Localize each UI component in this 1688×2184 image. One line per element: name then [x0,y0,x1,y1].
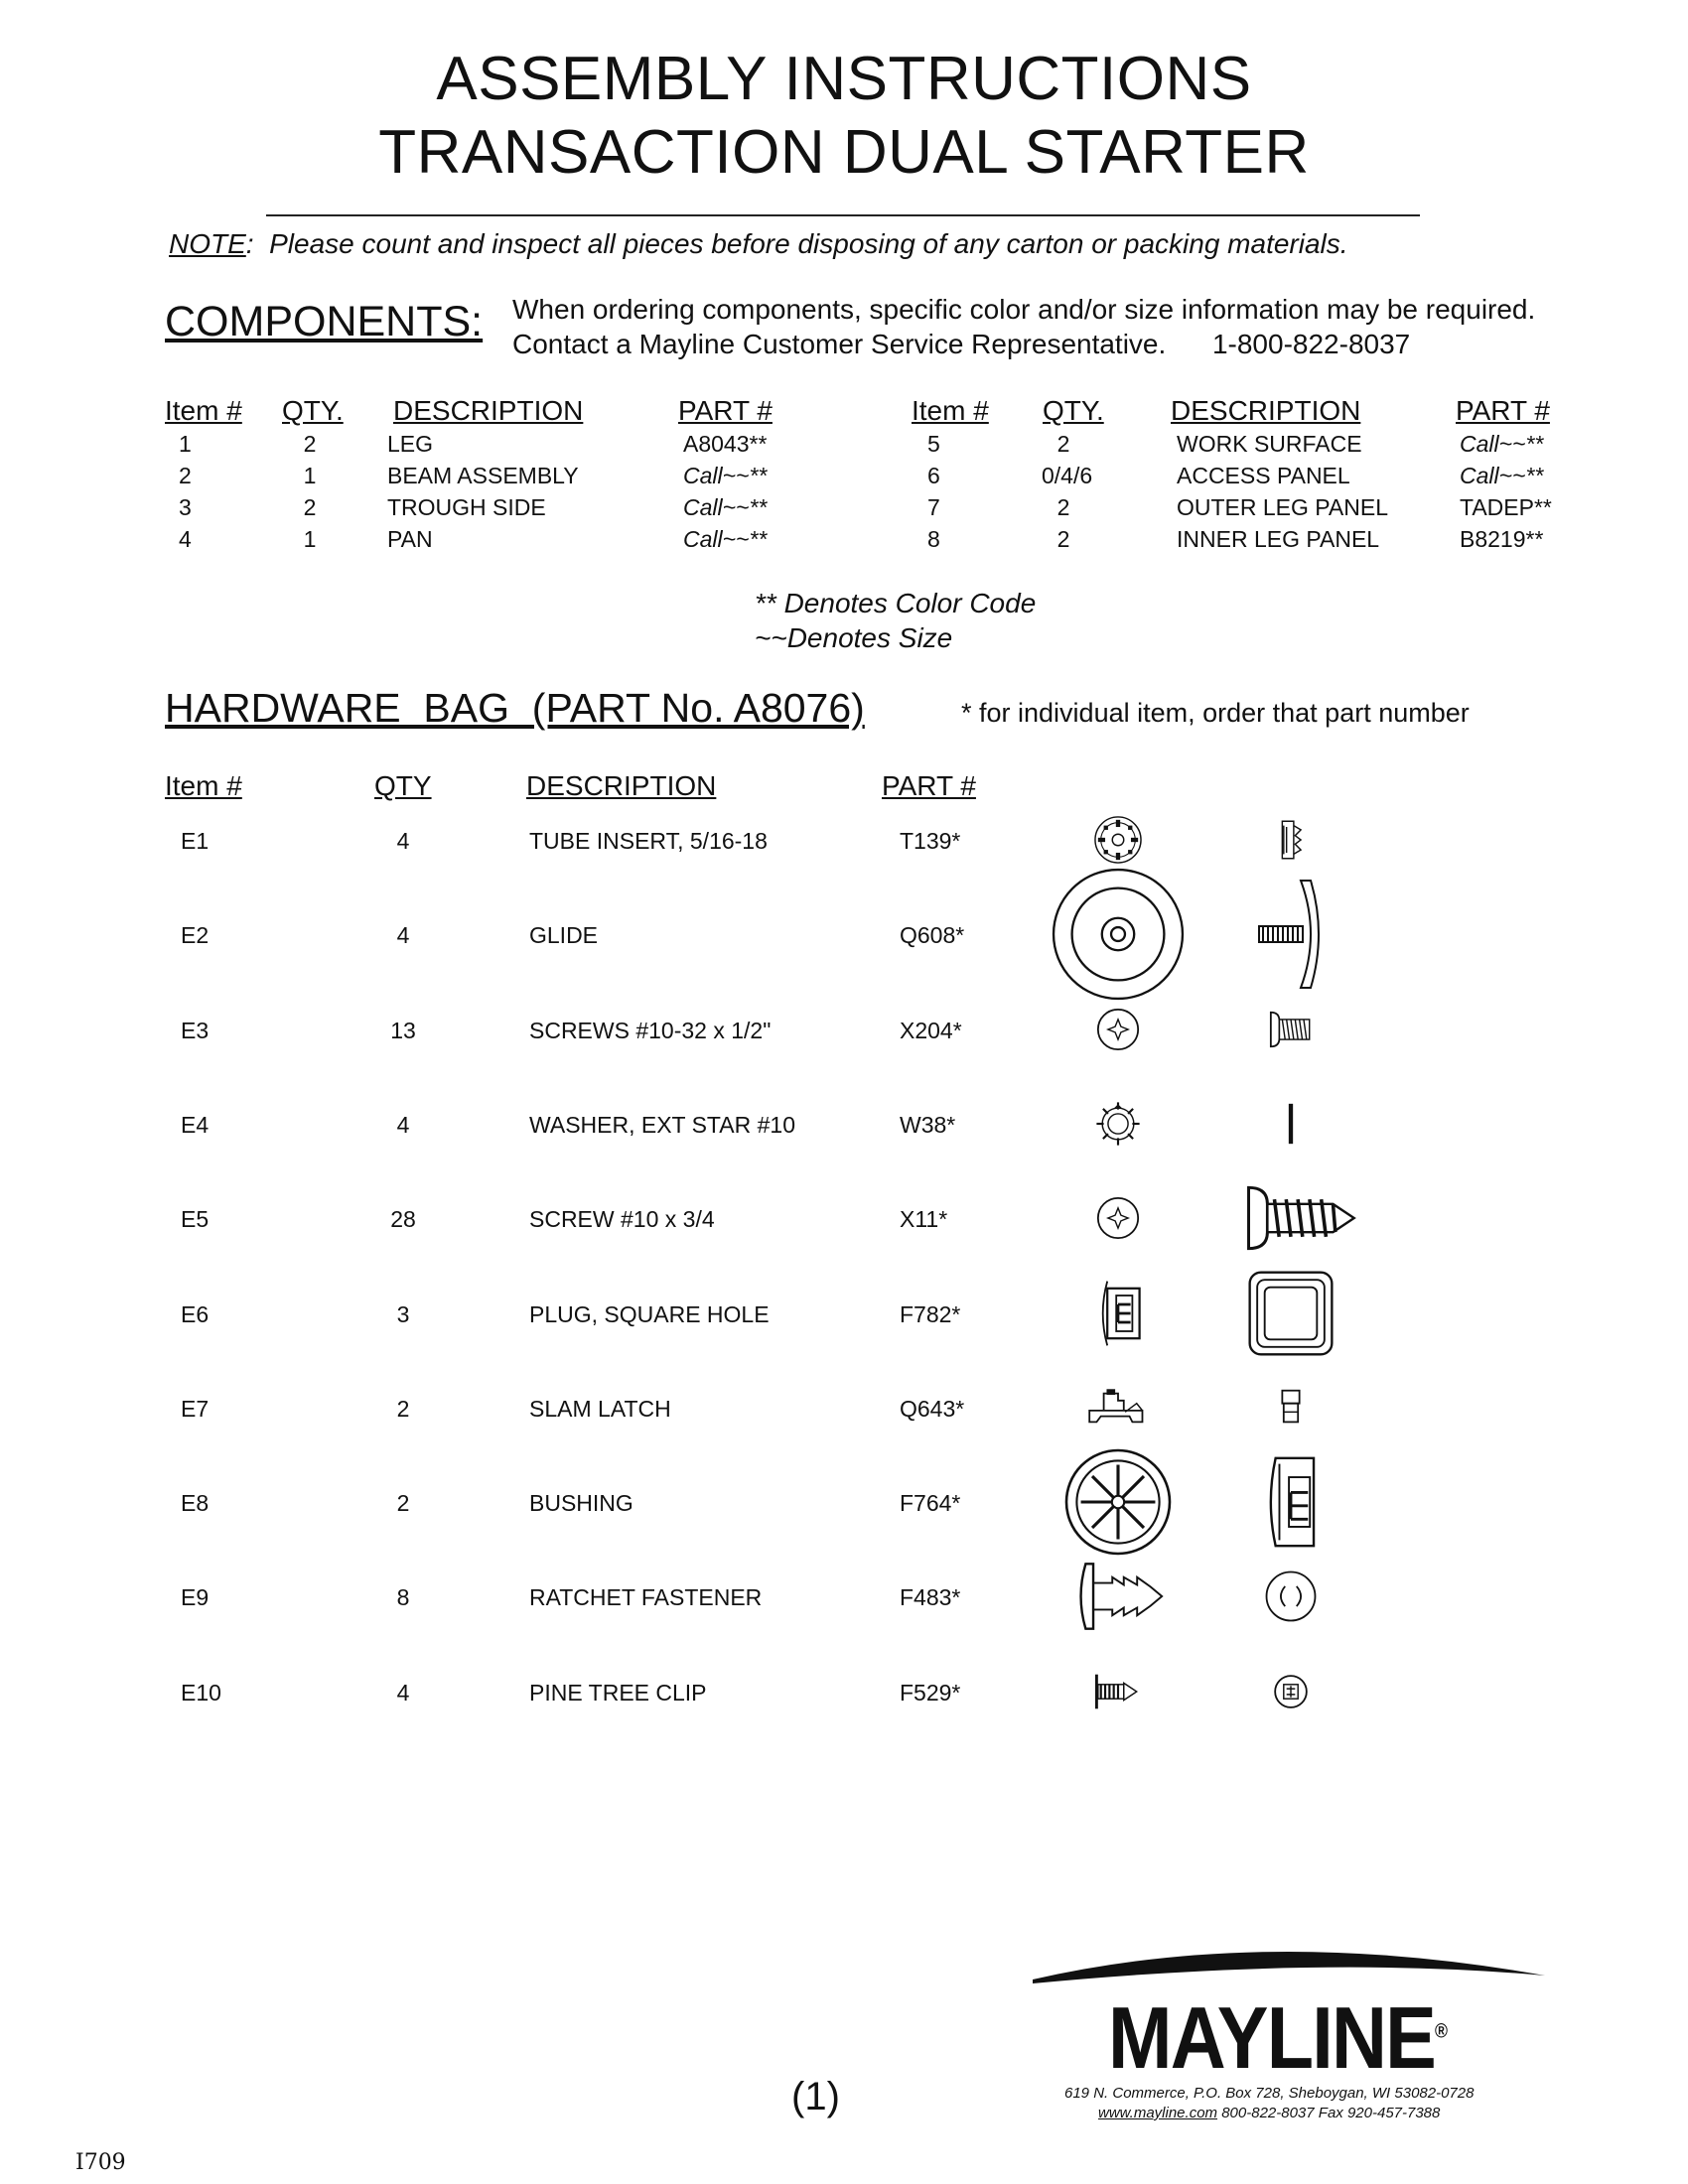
machine-screw-side-icon [1255,994,1327,1065]
component-part: Call~~** [683,494,768,520]
components-col-qty-right: QTY. [1043,395,1104,426]
components-col-description-right: DESCRIPTION [1171,395,1361,426]
mayline-logo [1108,1987,1446,2089]
hardware-col-description: DESCRIPTION [526,770,717,801]
component-part: A8043** [683,431,768,457]
component-part: B8219** [1460,526,1544,552]
component-qty: 2 [303,431,317,457]
hardware-part: F529* [900,1679,961,1706]
document-title-line2: TRANSACTION DUAL STARTER [378,118,1310,187]
component-description: TROUGH SIDE [387,494,546,520]
component-item: 5 [927,431,940,457]
hardware-qty: 4 [396,828,410,854]
component-item: 1 [179,431,192,457]
hardware-part: F782* [900,1300,961,1327]
component-qty: 2 [1056,494,1070,520]
hardware-description: PLUG, SQUARE HOLE [529,1300,770,1327]
component-description: OUTER LEG PANEL [1177,494,1389,520]
component-description: PAN [387,526,433,552]
hardware-bag-heading: HARDWARE BAG (PART No. A8076) [165,685,865,731]
components-col-part-left: PART # [678,395,773,426]
component-description: BEAM ASSEMBLY [387,463,579,488]
hardware-description: SCREWS #10-32 x 1/2" [529,1017,772,1043]
hardware-description: SCREW #10 x 3/4 [529,1206,715,1233]
square-plug-side-icon [1073,1269,1163,1358]
bushing-front-icon [1066,1450,1170,1554]
components-info-line1: When ordering components, specific color and/or size information may be required. [512,294,1536,325]
company-phones: 800-822-8037 Fax 920-457-7388 [1217,2105,1441,2121]
slam-latch-end-icon [1255,1372,1327,1443]
components-heading: COMPONENTS: [165,298,484,345]
star-washer-front-icon [1082,1088,1154,1160]
hardware-description: WASHER, EXT STAR #10 [529,1111,795,1138]
hardware-item: E1 [181,828,210,854]
hardware-part: W38* [900,1111,956,1138]
page-number: (1) [791,2075,840,2118]
pine-tree-clip-front-icon [1255,1656,1327,1727]
component-item: 3 [179,494,192,520]
ratchet-fastener-front-icon [1255,1561,1327,1632]
screw-head-icon [1082,1182,1154,1254]
hardware-bag-note: * for individual item, order that part number [961,698,1470,728]
component-qty: 2 [303,494,317,520]
hardware-col-item: Item # [165,770,242,801]
hardware-qty: 3 [396,1300,410,1327]
components-col-description-left: DESCRIPTION [393,395,584,426]
hardware-item: E8 [181,1490,210,1517]
hardware-qty: 28 [390,1206,416,1233]
hardware-item: E2 [181,922,210,949]
legend-color-code: ** Denotes Color Code [755,588,1037,618]
component-qty: 0/4/6 [1042,463,1093,488]
hardware-item: E4 [181,1111,210,1138]
component-qty: 2 [1056,526,1070,552]
component-description: INNER LEG PANEL [1177,526,1380,552]
hardware-part: F764* [900,1490,961,1517]
component-description: WORK SURFACE [1177,431,1362,457]
hardware-part: T139* [900,828,961,854]
tube-insert-front-icon [1082,804,1154,876]
note-colon: : [245,228,254,259]
components-col-item-left: Item # [165,395,242,426]
document-id: I709 [75,2150,126,2175]
company-website[interactable]: www.mayline.com [1098,2105,1218,2121]
star-washer-side-icon [1255,1088,1327,1160]
note-text: Please count and inspect all pieces before disposing of any carton or packing materials. [269,228,1348,259]
hardware-description: BUSHING [529,1490,633,1517]
component-description: ACCESS PANEL [1177,463,1350,488]
hardware-col-qty: QTY [374,770,432,801]
component-item: 7 [927,494,940,520]
component-qty: 1 [303,526,317,552]
document-title-line1: ASSEMBLY INSTRUCTIONS [436,45,1252,113]
inspection-note [169,228,1348,260]
hardware-item: E7 [181,1395,210,1422]
hardware-item: E10 [181,1679,221,1706]
hardware-item: E5 [181,1206,210,1233]
hardware-description: SLAM LATCH [529,1395,671,1422]
hardware-item: E6 [181,1300,210,1327]
hardware-qty: 4 [396,1679,410,1706]
component-qty: 1 [303,463,317,488]
title-divider [266,214,1420,216]
component-part: Call~~** [1460,431,1544,457]
company-address: 619 N. Commerce, P.O. Box 728, Sheboygan, WI 53082-0728 [1064,2085,1475,2102]
hardware-part: Q608* [900,922,965,949]
components-info-line2: Contact a Mayline Customer Service Representative. 1-800-822-8037 [512,329,1411,359]
ratchet-fastener-side-icon [1070,1549,1166,1644]
square-plug-front-icon [1244,1267,1337,1360]
hardware-description: PINE TREE CLIP [529,1679,707,1706]
registered-mark: ® [1435,2020,1447,2043]
hardware-part: Q643* [900,1395,965,1422]
hardware-qty: 8 [396,1584,410,1611]
component-description: LEG [387,431,434,457]
bushing-side-icon [1243,1454,1338,1550]
hardware-description: GLIDE [529,922,599,949]
components-col-item-right: Item # [912,395,989,426]
component-item: 2 [179,463,192,488]
hardware-qty: 2 [396,1490,410,1517]
pine-tree-clip-side-icon [1082,1656,1154,1727]
component-item: 8 [927,526,940,552]
glide-front-icon [1060,877,1176,992]
legend [755,586,1036,655]
hardware-part: F483* [900,1584,961,1611]
hardware-part: X11* [900,1206,948,1233]
component-part: Call~~** [1460,463,1544,488]
hardware-qty: 13 [390,1017,416,1043]
component-part: Call~~** [683,463,768,488]
slam-latch-side-icon [1082,1372,1154,1443]
component-item: 4 [179,526,192,552]
hardware-qty: 2 [396,1395,410,1422]
note-label: NOTE [169,228,246,259]
components-col-qty-left: QTY. [282,395,344,426]
legend-size: ~~Denotes Size [755,622,953,653]
component-part: Call~~** [683,526,768,552]
tube-insert-side-icon [1255,804,1327,876]
hardware-qty: 4 [396,922,410,949]
hardware-item: E3 [181,1017,210,1043]
screw-head-icon [1082,994,1154,1065]
hardware-part: X204* [900,1017,962,1043]
component-item: 6 [927,463,940,488]
hardware-description: RATCHET FASTENER [529,1584,763,1611]
component-part: TADEP** [1460,494,1552,520]
glide-side-icon [1241,885,1340,984]
hardware-item: E9 [181,1584,210,1611]
mayline-logo-wordmark: MAYLINE [1108,1988,1436,2087]
hardware-qty: 4 [396,1111,410,1138]
components-col-part-right: PART # [1456,395,1550,426]
company-contact [1098,2105,1440,2121]
hardware-col-part: PART # [882,770,976,801]
component-qty: 2 [1056,431,1070,457]
hardware-description: TUBE INSERT, 5/16-18 [529,828,768,854]
components-info [512,292,1535,361]
wood-screw-side-icon [1232,1160,1349,1277]
